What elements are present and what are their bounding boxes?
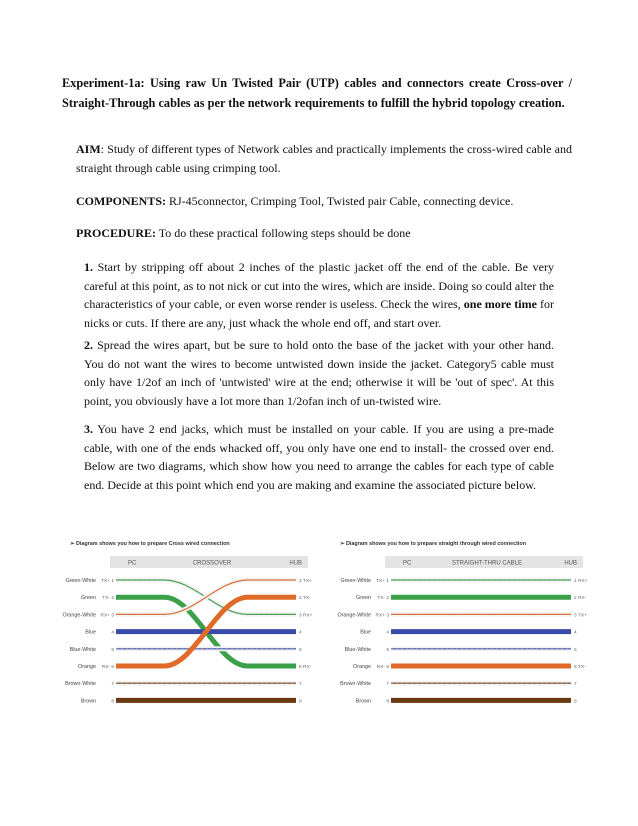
left-pin-label: RX- 6: [376, 665, 389, 670]
right-pin-label: 5: [574, 647, 577, 653]
right-pin-label: 4: [299, 630, 302, 636]
right-pin-label: 1 TX+: [299, 579, 312, 584]
step-number: 2.: [84, 338, 93, 352]
step-number: 1.: [84, 260, 93, 274]
left-pin-label: TX+ 1: [376, 579, 389, 584]
wire-color-label: Green: [356, 595, 371, 602]
aim-section: [76, 140, 572, 177]
right-pin-label: 6 TX-: [574, 665, 586, 670]
step-text: Spread the wires apart, but be sure to hold onto the base of the jacket with your other hand. You do not want the wires to become untwisted down inside the jacket. Category5 cable must only have 1/2of an inch of 'untwisted' wire at the end; otherwise it will be 'out of spec'. At this point, you obviously have a lot more than 1/2ofan inch of un-twisted wire.: [84, 338, 554, 408]
experiment-title: Experiment-1a: Using raw Un Twisted Pair (UTP) cables and connectors create Cross-over / Straight-Through cables as per the network requirements to fulfill the hybrid topology creation.: [62, 76, 572, 110]
straight-wiring-svg: [325, 556, 593, 724]
left-pin-label: 5: [386, 647, 389, 653]
crossover-diagram: [50, 556, 318, 724]
wire-color-label: Orange: [353, 664, 371, 670]
header-left-label: PC: [403, 560, 412, 567]
header-left-label: PC: [128, 560, 137, 567]
left-pin-label: 7: [111, 682, 114, 688]
wire-color-label: Blue: [85, 629, 96, 636]
left-pin-label: 4: [111, 630, 114, 636]
right-pin-label: 4: [574, 630, 577, 636]
left-pin-label: 8: [386, 699, 389, 705]
wire-color-label: Green: [81, 595, 96, 602]
right-pin-label: 3 RX+: [299, 613, 313, 619]
header-right-label: HUB: [289, 560, 302, 567]
wire-color-label: Blue-White: [344, 646, 371, 653]
wire-color-label: Blue-White: [69, 646, 96, 653]
left-pin-label: 4: [386, 630, 389, 636]
left-pin-label: TX- 2: [377, 596, 389, 602]
step-emphasis: one more time: [463, 297, 537, 311]
procedure-text: To do these practical following steps should be done: [156, 226, 411, 240]
wire-color-label: Brown: [355, 698, 371, 705]
wire-color-label: Orange-White: [62, 612, 96, 619]
wire-color-label: Brown: [80, 698, 96, 705]
components-label: COMPONENTS:: [76, 194, 166, 208]
header-center-label: STRAIGHT-THRU CABLE: [451, 560, 523, 567]
aim-label: AIM: [76, 142, 101, 156]
wire-color-label: Orange-White: [337, 612, 371, 619]
wire-color-label: Blue: [360, 629, 371, 636]
procedure-section: [76, 224, 572, 243]
right-pin-label: 7: [574, 682, 577, 688]
left-pin-label: 7: [386, 682, 389, 688]
wire-color-label: Green-White: [65, 578, 96, 584]
right-pin-label: 2 TX-: [299, 596, 311, 602]
wire-color-label: Brown-White: [340, 681, 371, 688]
step-text: You have 2 end jacks, which must be installed on your cable. If you are using a pre-made cable, with one of the ends whacked off, you only have one end to install- the crossed over end. Below are two diagrams, which show how you need to arrange the cables for each type of cable end. Decide at this point which end you are making and examine the associated picture below.: [84, 422, 554, 492]
components-text: RJ-45connector, Crimping Tool, Twisted pair Cable, connecting device.: [166, 194, 514, 208]
right-pin-label: 8: [299, 699, 302, 705]
procedure-label: PROCEDURE:: [76, 226, 156, 240]
left-pin-label: TX- 2: [102, 596, 114, 602]
left-pin-label: RX+ 3: [100, 613, 114, 619]
right-pin-label: 2 RX-: [574, 596, 587, 602]
header-right-label: HUB: [564, 560, 577, 567]
left-pin-label: TX+ 1: [101, 579, 114, 584]
components-section: [76, 192, 572, 211]
crossover-wiring-svg: [50, 556, 318, 724]
right-pin-label: 8: [574, 699, 577, 705]
right-pin-label: 7: [299, 682, 302, 688]
left-pin-label: 5: [111, 647, 114, 653]
step-3: [84, 420, 554, 494]
step-text: for nicks or cuts. If there are any, just whack the whole end off, and start over.: [84, 297, 554, 330]
header-center-label: CROSSOVER: [192, 560, 232, 567]
left-pin-label: 8: [111, 699, 114, 705]
left-pin-label: RX+ 3: [375, 613, 389, 619]
aim-text: : Study of different types of Network cables and practically implements the cross-wired cable and straight through cable using crimping tool.: [76, 142, 572, 175]
right-pin-label: 3 TX+: [574, 613, 587, 619]
left-pin-label: RX- 6: [101, 665, 114, 670]
step-text: Start by stripping off about 2 inches of the plastic jacket off the end of the cable. Be very careful at this point, as to not nick or cut into the wires, which are inside. Doing so could alter the characteristics of your cable, or even worse render is useless. Check the wires,: [84, 260, 554, 311]
step-1: [84, 258, 554, 332]
wire-color-label: Green-White: [340, 578, 371, 584]
straight-diagram: [325, 556, 593, 724]
right-pin-label: 6 RX-: [299, 665, 312, 670]
step-2: [84, 336, 554, 410]
crossover-caption: ➢ Diagram shows you how to prepare Cross wired connection: [70, 541, 230, 547]
wire-color-label: Orange: [78, 664, 96, 670]
right-pin-label: 1 RX+: [574, 579, 588, 584]
step-number: 3.: [84, 422, 93, 436]
straight-caption: ➢ Diagram shows you how to prepare straight through wired connection: [340, 541, 527, 547]
wire-color-label: Brown-White: [65, 681, 96, 688]
right-pin-label: 5: [299, 647, 302, 653]
